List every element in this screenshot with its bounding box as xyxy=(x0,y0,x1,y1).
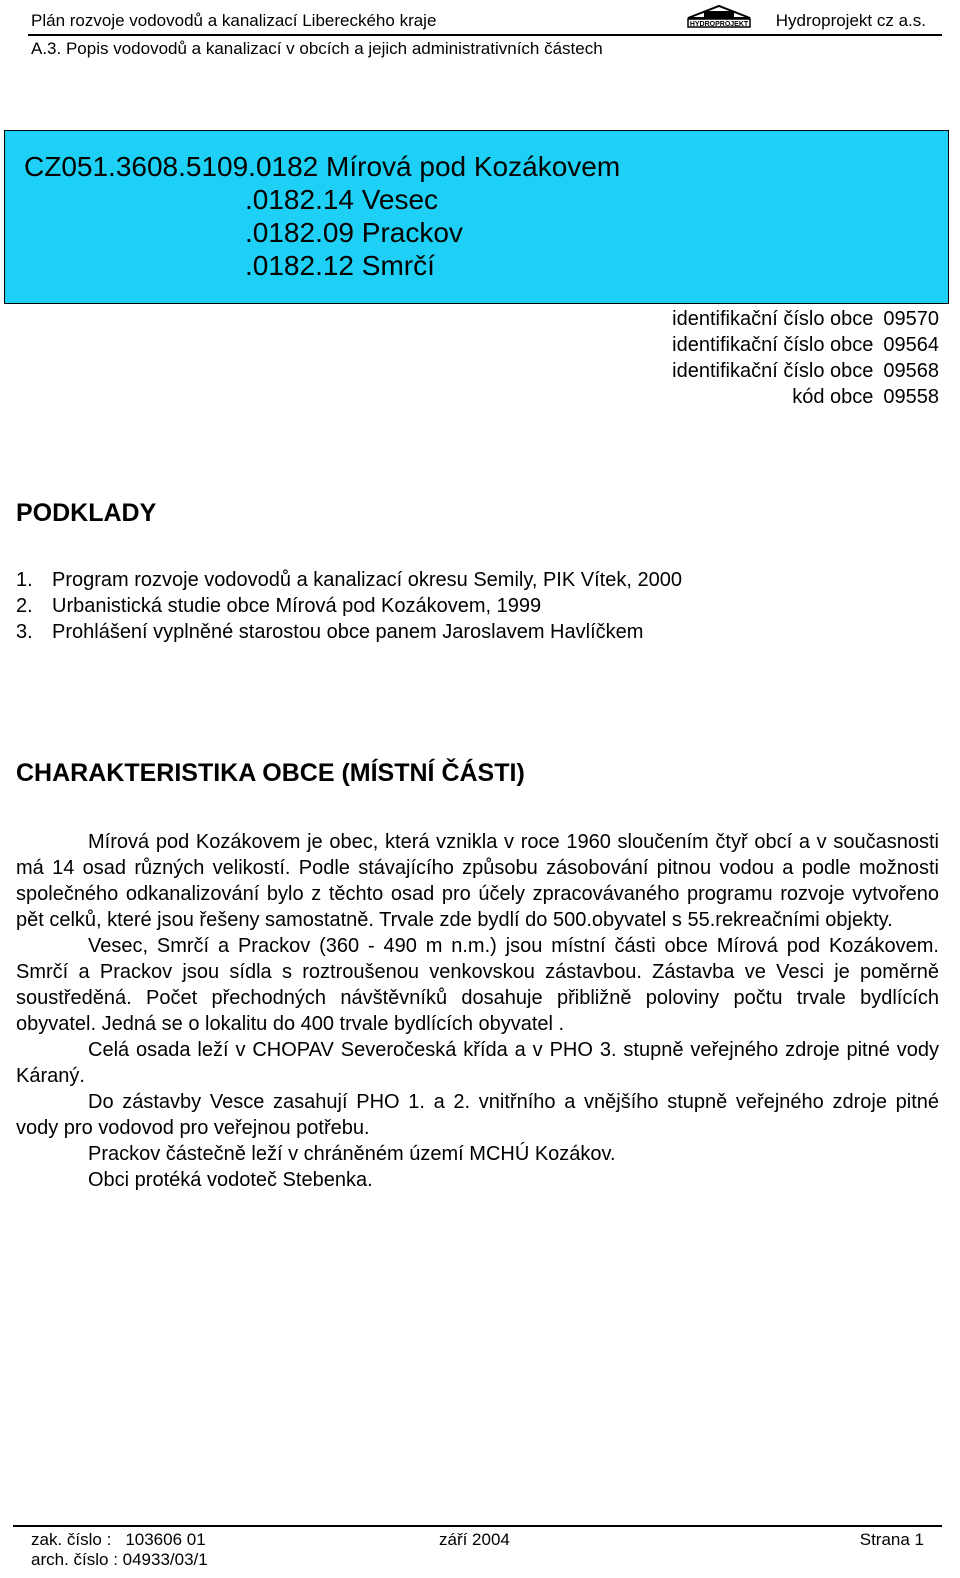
identifier-value: 09564 xyxy=(883,334,939,356)
title-line-vesec: .0182.14 Vesec xyxy=(245,184,439,215)
identifier-row xyxy=(672,384,939,410)
list-item xyxy=(16,619,682,645)
title-lines xyxy=(24,150,620,282)
title-line-prackov: .0182.09 Prackov xyxy=(245,217,463,248)
paragraph: Obci protéká vodoteč Stebenka. xyxy=(88,1169,373,1191)
footer-page-number: Strana 1 xyxy=(859,1530,924,1549)
footer-divider xyxy=(13,1525,942,1527)
paragraph: Prackov částečně leží v chráněném území MCHÚ Kozákov. xyxy=(88,1143,616,1165)
hydroprojekt-logo xyxy=(684,2,754,30)
identifier-label: identifikační číslo obce xyxy=(672,360,874,382)
identifier-label: identifikační číslo obce xyxy=(672,308,874,330)
footer-arch-number: arch. číslo : 04933/03/1 xyxy=(31,1550,208,1569)
header-section: A.3. Popis vodovodů a kanalizací v obcích a jejich administrativních částech xyxy=(31,39,603,58)
list-item xyxy=(16,567,682,593)
paragraph: Celá osada leží v CHOPAV Severočeská křída a v PHO 3. stupně veřejného zdroje pitné vody Káraný. xyxy=(16,1039,939,1087)
identifier-row xyxy=(672,332,939,358)
list-item-text: Program rozvoje vodovodů a kanalizací okresu Semily, PIK Vítek, 2000 xyxy=(52,569,682,591)
list-item-number: 2. xyxy=(16,595,33,617)
footer-zak xyxy=(31,1530,206,1550)
identifier-label: kód obce xyxy=(792,386,874,408)
footer-date: září 2004 xyxy=(439,1530,510,1549)
identifiers-block xyxy=(672,306,939,410)
list-item-text: Urbanistická studie obce Mírová pod Kozákovem, 1999 xyxy=(52,595,542,617)
identifier-row xyxy=(672,306,939,332)
identifier-label: identifikační číslo obce xyxy=(672,334,874,356)
svg-text:HYDROPROJEKT: HYDROPROJEKT xyxy=(689,21,749,28)
identifier-row xyxy=(672,358,939,384)
identifier-value: 09558 xyxy=(883,386,939,408)
footer-zak-value: 103606 01 xyxy=(125,1530,206,1549)
charakteristika-heading: CHARAKTERISTIKA OBCE (MÍSTNÍ ČÁSTI) xyxy=(16,759,525,787)
list-item xyxy=(16,593,682,619)
charakteristika-body xyxy=(16,829,939,1193)
title-line-smrci: .0182.12 Smrčí xyxy=(245,250,435,281)
header-title: Plán rozvoje vodovodů a kanalizací Libereckého kraje xyxy=(31,11,437,30)
paragraph: Do zástavby Vesce zasahují PHO 1. a 2. vnitřního a vnějšího stupně veřejného zdroje pitné vody pro vodovod pro veřejnou potřebu. xyxy=(16,1091,939,1139)
footer-zak-label: zak. číslo : xyxy=(31,1530,112,1549)
title-line-main: CZ051.3608.5109.0182 Mírová pod Kozákovem xyxy=(24,151,621,182)
list-item-number: 3. xyxy=(16,621,33,643)
list-item-text: Prohlášení vyplněné starostou obce panem Jaroslavem Havlíčkem xyxy=(52,621,644,643)
header-company: Hydroprojekt cz a.s. xyxy=(775,11,926,30)
podklady-heading: PODKLADY xyxy=(16,499,157,527)
identifier-value: 09570 xyxy=(883,308,939,330)
list-item-number: 1. xyxy=(16,569,33,591)
header-divider xyxy=(28,34,942,36)
podklady-list xyxy=(16,567,682,645)
identifier-value: 09568 xyxy=(883,360,939,382)
paragraph: Mírová pod Kozákovem je obec, která vznikla v roce 1960 sloučením čtyř obcí a v současnosti má 14 osad různých velikostí. Podle stávajícího způsobu zásobování pitnou vodou a podle možnosti společného odkanalizování bylo z těchto osad pro účely zpracovávaného programu rozvoje vytvořeno pět celků, které jsou řešeny samostatně. Trvale zde bydlí do 500.obyvatel s 55.rekreačními objekty. xyxy=(16,831,939,931)
paragraph: Vesec, Smrčí a Prackov (360 - 490 m n.m.) jsou místní části obce Mírová pod Kozákovem. Smrčí a Prackov jsou sídla s roztroušenou venkovskou zástavbou. Zástavba ve Vesci je poměrně soustředěná. Počet přechodných návštěvníků dosahuje přibližně poloviny počtu trvale bydlících obyvatel. Jedná se o lokalitu do 400 trvale bydlících obyvatel . xyxy=(16,935,939,1035)
